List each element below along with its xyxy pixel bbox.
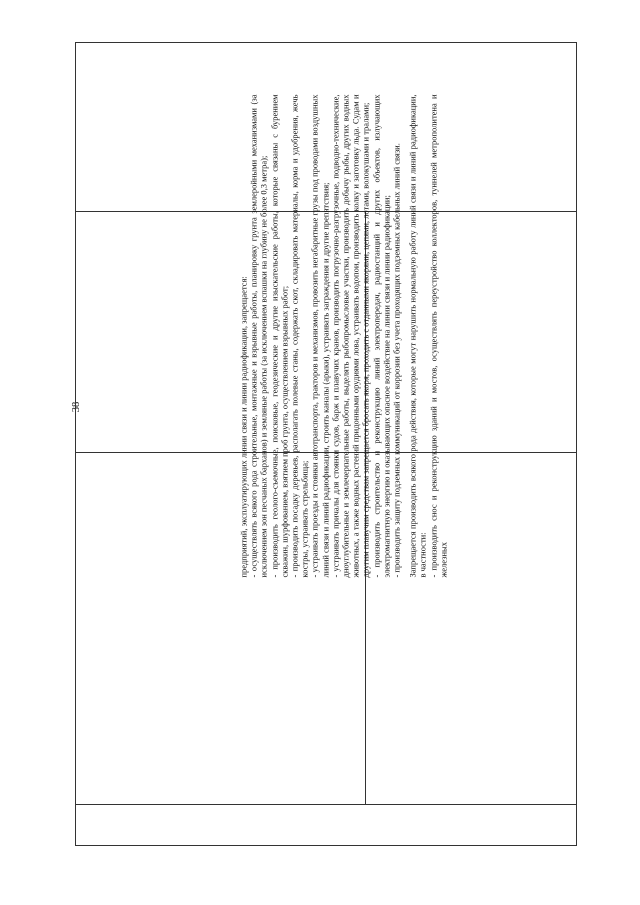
paragraph-survey: - производить геолого-съемочные, поисковые, геодезические и другие изыскательские работы, которые связаны с бурением скважин, шурфованием, взятием проб грунта, осуществлением взрывных работ; bbox=[269, 94, 290, 578]
requirements-text-cell bbox=[239, 95, 495, 578]
paragraph-planting: - производить посадку деревьев, располагать полевые станы, содержать скот, складировать материалы, корма и удобрения, жечь костры, устраивать стрельбища; bbox=[289, 94, 310, 578]
paragraph-demolition: - производить снос и реконструкцию зданий и мостов, осуществлять переустройство коллекторов, туннелей метрополитена и железных bbox=[428, 94, 449, 578]
paragraph-vehicles: - устраивать проезды и стоянки автотранспорта, тракторов и механизмов, провозить негабаритные грузы под проводами воздушных линий связи и линий радиофикации, строить каналы (арыки), устраивать заграждения и другие препятствия; bbox=[309, 94, 331, 578]
paragraph-intro: предприятий, эксплуатирующих линии связи и линии радиофикации, запрещается: bbox=[238, 276, 249, 578]
paragraph-power-lines: - производить строительство и реконструкцию линий электропередач, радиостанций и других объектов, излучающих электромагнитную энергию и оказывающих опасное воздействие на линии связи и линии радиофикации; bbox=[371, 94, 392, 578]
paragraph-construction: - осуществлять всякого рода строительные, монтажные и взрывные работы, планировку грунта землеройными механизмами (за исключением зон песчаных барханов) и земляные работы (за исключением вспашки на глубину не более 0,3 метра); bbox=[248, 94, 269, 578]
row-divider-bottom bbox=[75, 804, 577, 805]
page-number: 38 bbox=[71, 401, 82, 413]
paragraph-prohibition: Запрещается производить всякого рода действия, которые могут нарушить нормальную работу линий связи и линий радиофикации, в частности: bbox=[407, 94, 428, 578]
paragraph-corrosion: - производить защиту подземных коммуникаций от коррозии без учета проходящих подземных кабельных линий связи. bbox=[391, 143, 402, 578]
paragraph-waterways: - устраивать причалы для стоянки судов, барж и плавучих кранов, производить погрузочно-разгрузочные, подводно-технические, дноуглубительные и землечерпательные работы, выделять рыбопромысловые участки, производить добычу рыбы, других водных животных, а также водных растений придонными орудиями лова, устраивать водопои, производить колку и заготовку льда. Судам и другим плавучим средствам запрещается бросать якоря, проходить с отданными якорями, цепями, лотами, волокушами и тралами; bbox=[330, 94, 371, 578]
